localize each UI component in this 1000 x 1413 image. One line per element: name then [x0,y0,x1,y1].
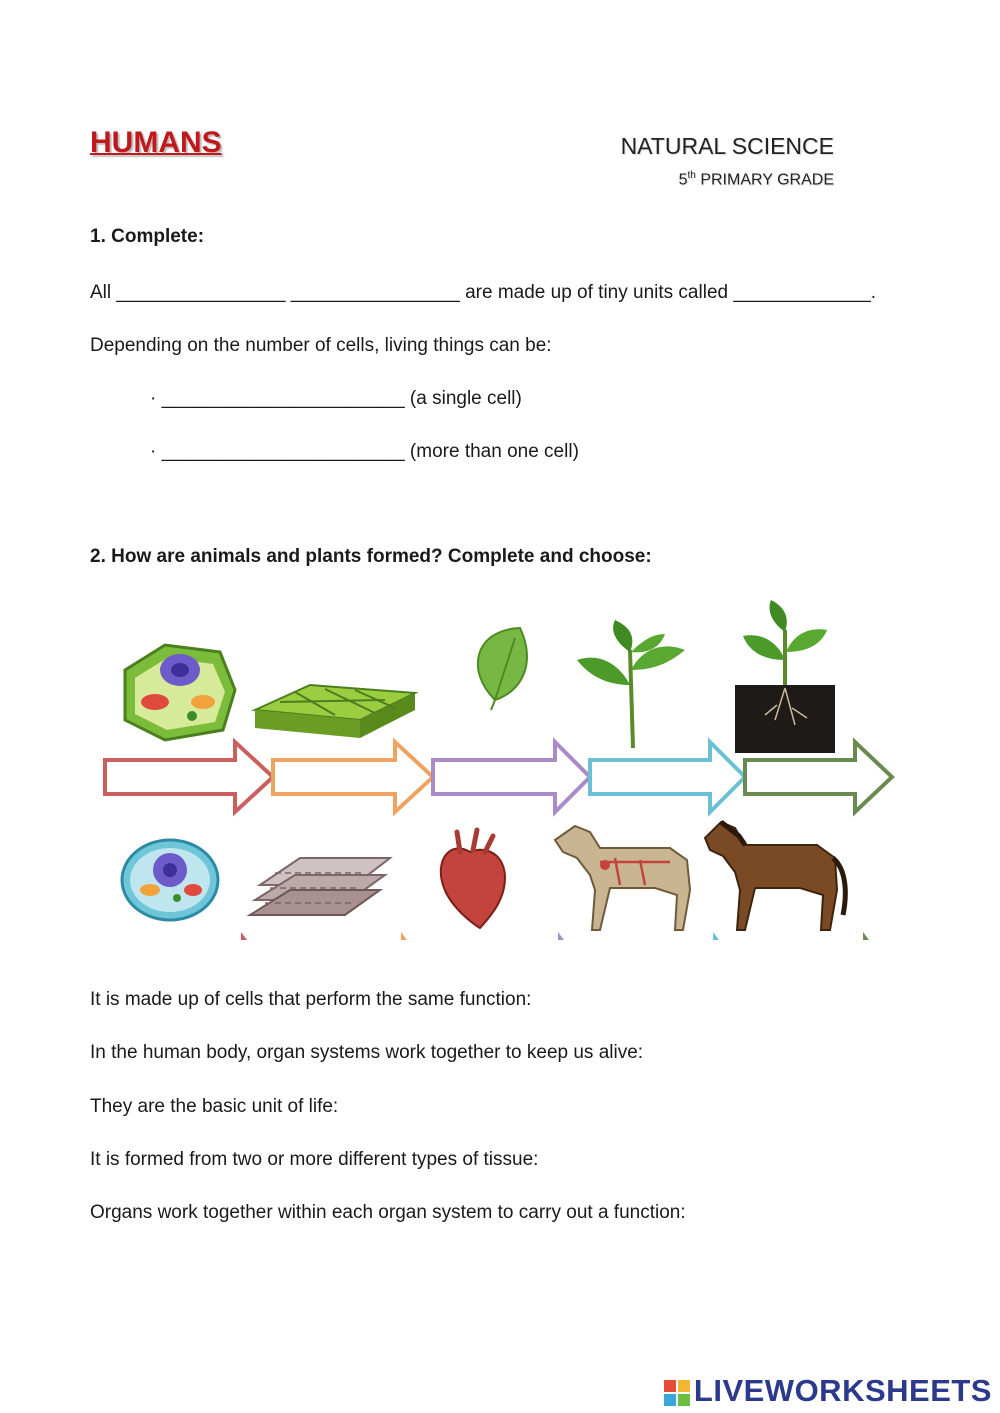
arrow-blank-2[interactable] [273,742,433,812]
grade-label [679,170,834,189]
liveworksheets-logo-icon [664,1380,690,1406]
section2-heading: 2. How are animals and plants formed? Complete and choose: [90,546,652,567]
organization-diagram [95,590,905,950]
bullet-single-cell: · _______________________ (a single cell) [150,388,522,409]
heart-illustration [441,830,505,928]
plant-with-soil-illustration [735,600,835,753]
muscle-tissue-illustration [250,858,390,915]
statement-cell: They are the basic unit of life: [90,1096,339,1117]
statement-organ: It is formed from two or more different types of tissue: [90,1149,539,1170]
brand-text: LIVEWORKSHEETS [693,1373,992,1408]
plant-tissue-illustration [255,685,415,738]
arrow-blank-1[interactable] [105,742,273,812]
animal-cell-illustration [122,840,218,920]
bottom-arrow-ticks [241,932,869,940]
liveworksheets-brand [664,1373,992,1409]
sentence-all-living-things: All ________________ ________________ are made up of tiny units called _____________. [90,282,877,303]
statement-organ-system: Organs work together within each organ system to carry out a function: [90,1202,686,1223]
grade-ordinal: th [687,170,696,181]
arrow-blank-3[interactable] [433,742,590,812]
horse-organ-system-illustration [555,826,690,930]
arrow-blank-4[interactable] [590,742,745,812]
worksheet-title: HUMANS [90,126,222,159]
plant-cell-illustration [125,645,235,740]
seedling-illustration [577,620,685,748]
statement-organism: In the human body, organ systems work together to keep us alive: [90,1042,644,1063]
leaf-illustration [478,628,527,710]
grade-text: PRIMARY GRADE [700,171,834,189]
grade-number: 5 [678,171,688,189]
section1-heading: 1. Complete: [90,226,205,247]
horse-illustration [705,822,845,930]
subject-label: NATURAL SCIENCE [620,133,834,159]
sentence-depending-cells: Depending on the number of cells, living things can be: [90,335,552,356]
statement-tissue: It is made up of cells that perform the same function: [90,989,532,1010]
bullet-more-cells: · _______________________ (more than one cell) [150,441,579,462]
